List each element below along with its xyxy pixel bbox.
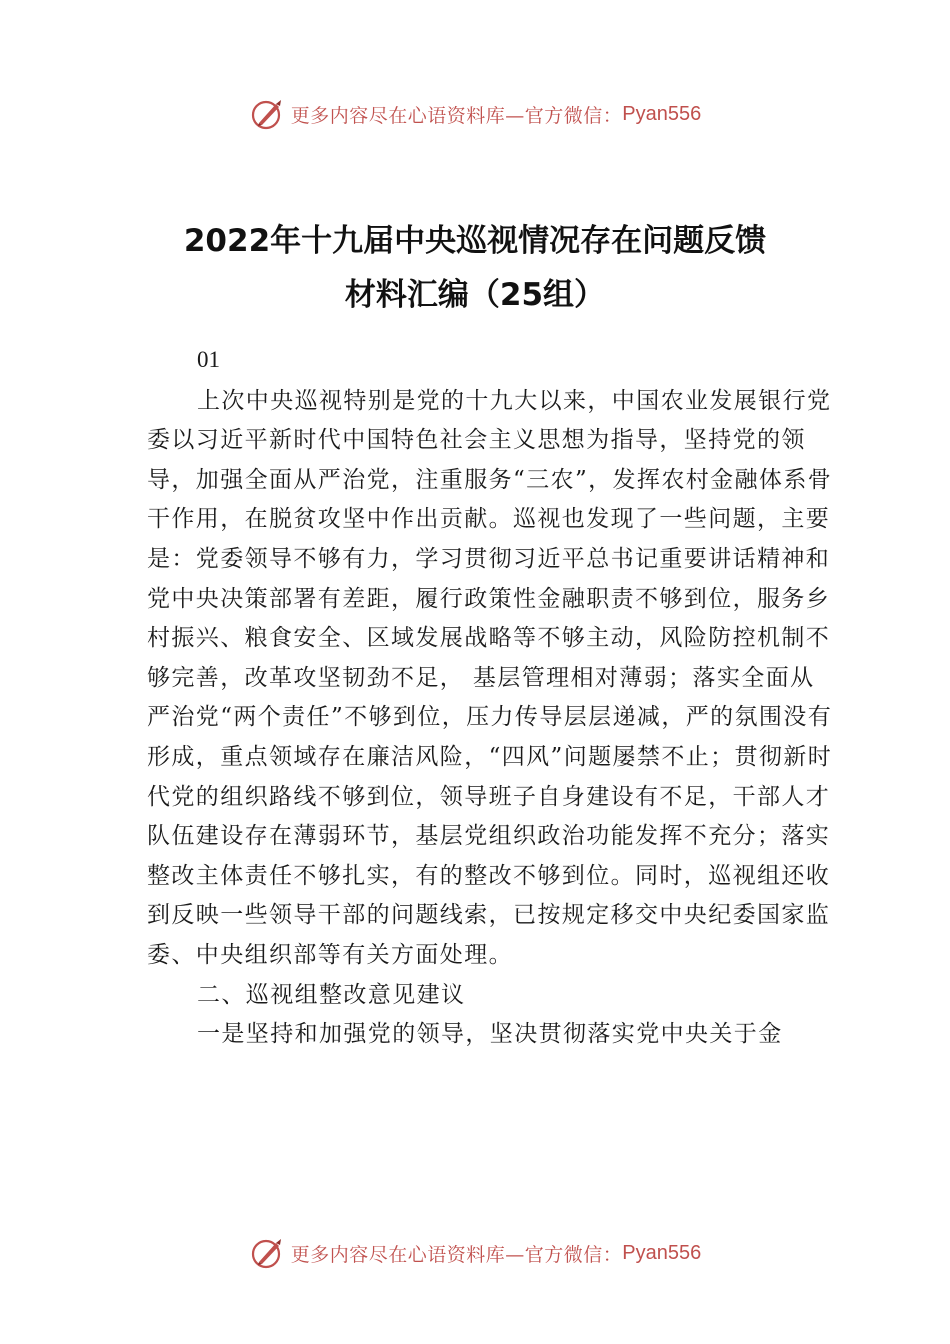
document-title: [0, 214, 950, 322]
watermark-wechat-id: Pyan556: [622, 1241, 702, 1264]
quill-pen-logo-icon: [249, 96, 285, 132]
body-paragraph-1: 上次中央巡视特别是党的十九大以来，中国农业发展银行党委以习近平新时代中国特色社会主义思想为指导，坚持党的领导，加强全面从严治党，注重服务“三农”，发挥农村金融体系骨干作用，在脱贫攻坚中作出贡献。巡视也发现了一些问题，主要是：党委领导不够有力，学习贯彻习近平总书记重要讲话精神和党中央决策部署有差距，履行政策性金融职责不够到位，服务乡村振兴、粮食安全、区域发展战略等不够主动，风险防控机制不够完善，改革攻坚韧劲不足， 基层管理相对薄弱；落实全面从严治党“两个责任”不够到位，压力传导层层递减，严的氛围没有形成，重点领域存在廉洁风险，“四风”问题屡禁不止；贯彻新时代党的组织路线不够到位，领导班子自身建设有不足，干部人才队伍建设存在薄弱环节，基层党组织政治功能发挥不充分；落实整改主体责任不够扎实，有的整改不够到位。同时，巡视组还收到反映一些领导干部的问题线索，已按规定移交中央纪委国家监委、中央组织部等有关方面处理。: [147, 387, 833, 968]
watermark-wechat-id: Pyan556: [622, 102, 702, 125]
quill-pen-logo-icon: [249, 1235, 285, 1271]
section-heading: 二、巡视组整改意见建议: [197, 981, 466, 1008]
section-number: 01: [197, 347, 220, 372]
document-title-line-2: 材料汇编（25组）: [344, 277, 606, 313]
watermark-label: 更多内容尽在心语资料库—官方微信：: [290, 104, 623, 127]
body-paragraph-2: 一是坚持和加强党的领导，坚决贯彻落实党中央关于金: [197, 1021, 783, 1048]
document-body: [147, 340, 837, 1055]
header-watermark-banner: [0, 94, 950, 134]
document-title-line-1: 2022年十九届中央巡视情况存在问题反馈: [183, 223, 767, 259]
watermark-label: 更多内容尽在心语资料库—官方微信：: [290, 1243, 623, 1266]
footer-watermark-banner: [0, 1233, 950, 1273]
